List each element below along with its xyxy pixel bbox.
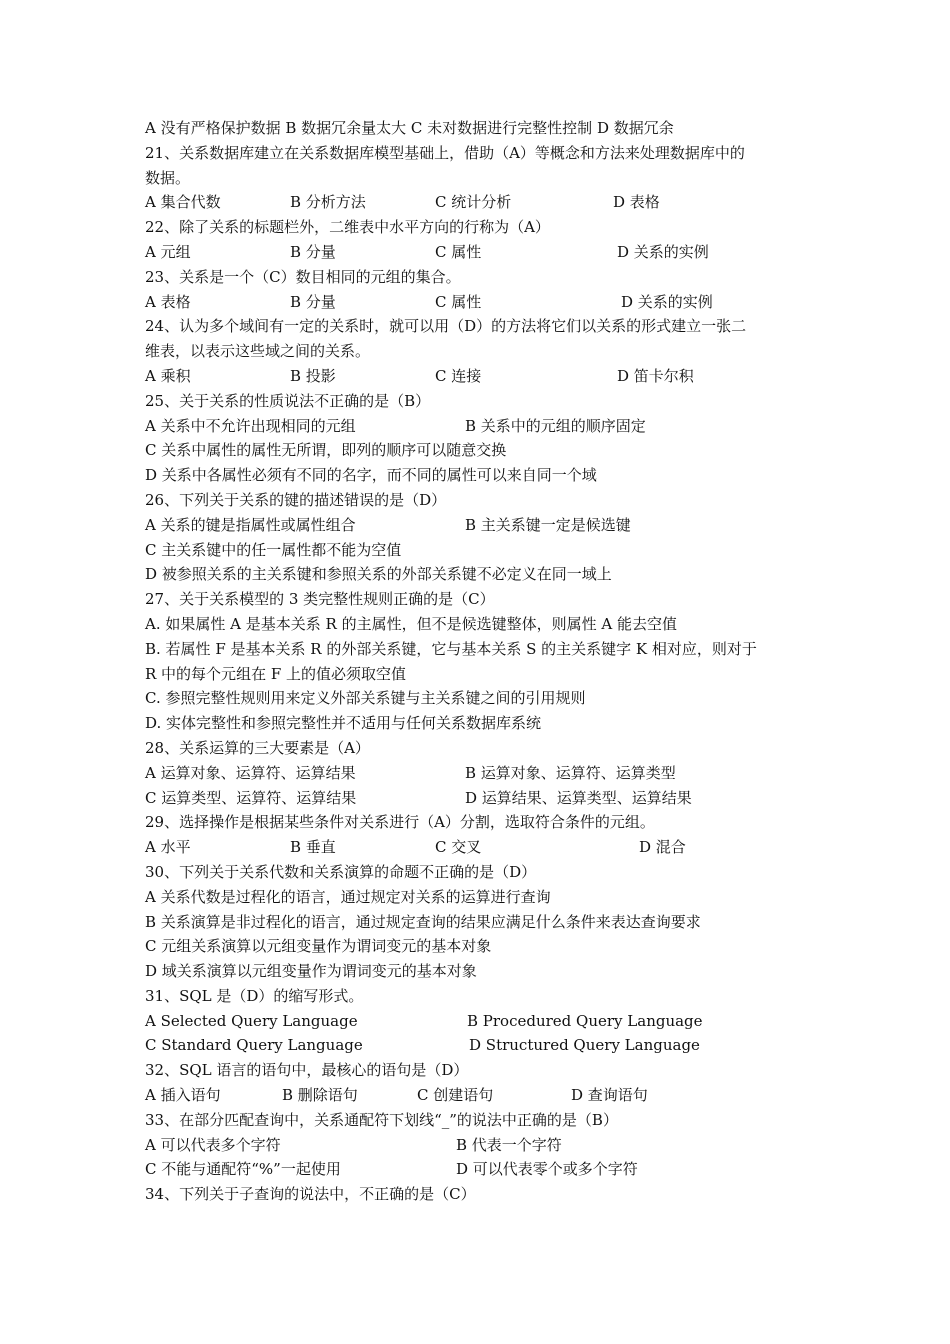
text-line xyxy=(145,810,815,835)
text-line xyxy=(145,314,815,339)
option-text: C 创建语句 xyxy=(417,1086,494,1105)
line-text: 26、下列关于关系的键的描述错误的是（D） xyxy=(145,490,447,509)
text-line xyxy=(145,587,815,612)
option-text: B 分析方法 xyxy=(290,193,366,212)
option-text: B 主关系键一定是候选键 xyxy=(465,515,631,534)
option-text: A 表格 xyxy=(145,292,191,311)
text-line xyxy=(145,736,815,761)
option-text: A 元组 xyxy=(145,242,191,261)
text-line xyxy=(145,265,815,290)
text-line xyxy=(145,215,815,240)
line-text: 30、下列关于关系代数和关系演算的命题不正确的是（D） xyxy=(145,862,537,881)
option-text: C 交叉 xyxy=(435,838,482,857)
text-line xyxy=(145,339,815,364)
line-text: 32、SQL 语言的语句中，最核心的语句是（D） xyxy=(145,1061,469,1080)
document-body xyxy=(145,116,815,1207)
line-text: D 域关系演算以元组变量作为谓词变元的基本对象 xyxy=(145,962,477,981)
text-line xyxy=(145,562,815,587)
option-text: B 投影 xyxy=(290,366,336,385)
text-line xyxy=(145,438,815,463)
option-text: D 可以代表零个或多个字符 xyxy=(456,1160,638,1179)
option-text: A 运算对象、运算符、运算结果 xyxy=(145,763,356,782)
text-line xyxy=(145,1083,815,1108)
option-text: D 笛卡尔积 xyxy=(617,366,694,385)
option-text: D 表格 xyxy=(613,193,660,212)
line-text: 27、关于关系模型的 3 类完整性规则正确的是（C） xyxy=(145,590,495,609)
line-text: 33、在部分匹配查询中，关系通配符下划线“_”的说法中正确的是（B） xyxy=(145,1110,618,1129)
text-line xyxy=(145,513,815,538)
option-text: D 运算结果、运算类型、运算结果 xyxy=(465,788,692,807)
line-text: D 被参照关系的主关系键和参照关系的外部关系键不必定义在同一域上 xyxy=(145,565,612,584)
option-text: A 关系中不允许出现相同的元组 xyxy=(145,416,356,435)
option-text: A 乘积 xyxy=(145,366,191,385)
text-line xyxy=(145,414,815,439)
option-text: C 连接 xyxy=(435,366,482,385)
line-text: 34、下列关于子查询的说法中，不正确的是（C） xyxy=(145,1185,476,1204)
text-line xyxy=(145,686,815,711)
option-text: B 分量 xyxy=(290,292,336,311)
text-line xyxy=(145,860,815,885)
text-line xyxy=(145,364,815,389)
option-text: C Standard Query Language xyxy=(145,1036,363,1055)
option-text: A 可以代表多个字符 xyxy=(145,1135,281,1154)
text-line xyxy=(145,190,815,215)
line-text: C 主关系键中的任一属性都不能为空值 xyxy=(145,540,402,559)
text-line xyxy=(145,141,815,166)
line-text: B. 若属性 F 是基本关系 R 的外部关系键，它与基本关系 S 的主关系键字 K 相对应，则对于 xyxy=(145,639,757,658)
option-text: B 运算对象、运算符、运算类型 xyxy=(465,763,676,782)
option-text: C 运算类型、运算符、运算结果 xyxy=(145,788,357,807)
option-text: B 垂直 xyxy=(290,838,336,857)
text-line xyxy=(145,637,815,662)
line-text: 24、认为多个域间有一定的关系时，就可以用（D）的方法将它们以关系的形式建立一张二 xyxy=(145,317,747,336)
option-text: A 插入语句 xyxy=(145,1086,221,1105)
option-text: A Selected Query Language xyxy=(145,1011,358,1030)
option-text: D 查询语句 xyxy=(571,1086,648,1105)
text-line xyxy=(145,116,815,141)
line-text: D. 实体完整性和参照完整性并不适用与任何关系数据库系统 xyxy=(145,714,542,733)
line-text: A. 如果属性 A 是基本关系 R 的主属性，但不是候选键整体，则属性 A 能去空值 xyxy=(145,614,677,633)
option-text: D 关系的实例 xyxy=(617,242,709,261)
line-text: D 关系中各属性必须有不同的名字，而不同的属性可以来自同一个域 xyxy=(145,466,597,485)
line-text: R 中的每个元组在 F 上的值必须取空值 xyxy=(145,664,407,683)
line-text: 31、SQL 是（D）的缩写形式。 xyxy=(145,986,364,1005)
line-text: 维表，以表示这些域之间的关系。 xyxy=(145,342,371,361)
line-text: 29、选择操作是根据某些条件对关系进行（A）分割，选取符合条件的元组。 xyxy=(145,813,655,832)
text-line xyxy=(145,389,815,414)
option-text: A 水平 xyxy=(145,838,191,857)
option-text: B 分量 xyxy=(290,242,336,261)
line-text: C 元组关系演算以元组变量作为谓词变元的基本对象 xyxy=(145,937,492,956)
text-line xyxy=(145,463,815,488)
option-text: B 代表一个字符 xyxy=(456,1135,562,1154)
text-line xyxy=(145,1133,815,1158)
option-text: B Procedured Query Language xyxy=(467,1011,703,1030)
option-text: D 关系的实例 xyxy=(621,292,713,311)
line-text: C 关系中属性的属性无所谓，即列的顺序可以随意交换 xyxy=(145,441,507,460)
line-text: 23、关系是一个（C）数目相同的元组的集合。 xyxy=(145,267,461,286)
option-text: D 混合 xyxy=(639,838,686,857)
line-text: 28、关系运算的三大要素是（A） xyxy=(145,738,370,757)
text-line xyxy=(145,240,815,265)
line-text: 22、除了关系的标题栏外，二维表中水平方向的行称为（A） xyxy=(145,218,550,237)
option-text: C 属性 xyxy=(435,242,482,261)
line-text: B 关系演算是非过程化的语言，通过规定查询的结果应满足什么条件来表达查询要求 xyxy=(145,912,701,931)
text-line xyxy=(145,538,815,563)
text-line xyxy=(145,166,815,191)
line-text: 25、关于关系的性质说法不正确的是（B） xyxy=(145,391,431,410)
text-line xyxy=(145,1182,815,1207)
text-line xyxy=(145,1033,815,1058)
text-line xyxy=(145,488,815,513)
option-text: A 关系的键是指属性或属性组合 xyxy=(145,515,356,534)
option-text: B 关系中的元组的顺序固定 xyxy=(465,416,646,435)
text-line xyxy=(145,290,815,315)
line-text: A 没有严格保护数据 B 数据冗余量太大 C 未对数据进行完整性控制 D 数据冗余 xyxy=(145,119,674,137)
text-line xyxy=(145,934,815,959)
line-text: C. 参照完整性规则用来定义外部关系键与主关系键之间的引用规则 xyxy=(145,689,586,708)
line-text: A 关系代数是过程化的语言，通过规定对关系的运算进行查询 xyxy=(145,887,551,906)
text-line xyxy=(145,885,815,910)
line-text: 21、关系数据库建立在关系数据库模型基础上，借助（A）等概念和方法来处理数据库中的 xyxy=(145,143,745,162)
text-line xyxy=(145,984,815,1009)
text-line xyxy=(145,1157,815,1182)
text-line xyxy=(145,612,815,637)
text-line xyxy=(145,761,815,786)
text-line xyxy=(145,1058,815,1083)
text-line xyxy=(145,1009,815,1034)
option-text: C 不能与通配符“%”一起使用 xyxy=(145,1160,341,1179)
option-text: B 删除语句 xyxy=(282,1086,358,1105)
text-line xyxy=(145,711,815,736)
option-text: C 属性 xyxy=(435,292,482,311)
option-text: A 集合代数 xyxy=(145,193,221,212)
text-line xyxy=(145,1108,815,1133)
text-line xyxy=(145,959,815,984)
line-text: 数据。 xyxy=(145,168,191,187)
option-text: D Structured Query Language xyxy=(469,1036,700,1055)
text-line xyxy=(145,786,815,811)
text-line xyxy=(145,662,815,687)
option-text: C 统计分析 xyxy=(435,193,512,212)
text-line xyxy=(145,835,815,860)
text-line xyxy=(145,910,815,935)
